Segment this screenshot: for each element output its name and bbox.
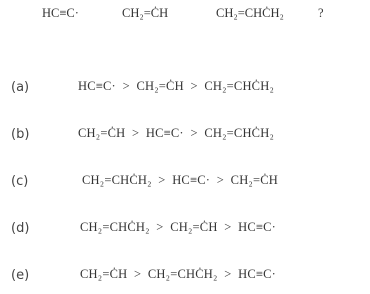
option-label: (a) — [11, 80, 30, 95]
question-mark: ? — [318, 6, 324, 20]
option-label: (d) — [11, 221, 30, 236]
species-vinyl-radical: CH₂=ĊH — [122, 6, 169, 20]
species-allyl-radical: CH₂=CHĊH₂ — [216, 6, 284, 20]
option-text: CH₂=CHĊH₂ > HC≡C· > CH₂=ĊH — [82, 173, 279, 187]
option-text: CH₂=ĊH > CH₂=CHĊH₂ > HC≡C· — [80, 267, 277, 281]
option-label: (c) — [11, 174, 29, 189]
option-text: CH₂=CHĊH₂ > CH₂=ĊH > HC≡C· — [80, 220, 277, 234]
option-label: (b) — [11, 127, 30, 142]
option-text: CH₂=ĊH > HC≡C· > CH₂=CHĊH₂ — [78, 126, 275, 140]
option-text: HC≡C· > CH₂=ĊH > CH₂=CHĊH₂ — [78, 79, 275, 93]
option-label: (e) — [11, 268, 30, 283]
species-ethynyl-radical: HC≡C· — [42, 6, 79, 20]
